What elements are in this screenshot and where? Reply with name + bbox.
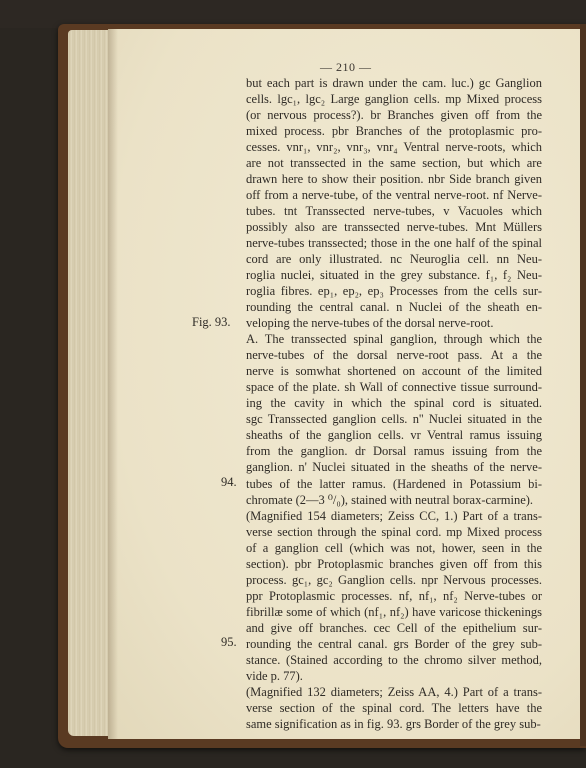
text-line: stance. (Stained according to the chromo silver method, [246, 652, 542, 667]
text-line: (or nervous process?). br Branches given off from the [246, 108, 542, 123]
text-line: cesses. vnr₁, vnr₂, vnr₃, vnr₄ Ventral nerve-roots, which [246, 140, 542, 155]
text-line: (Magnified 154 diameters; Zeiss CC, 1.) Part of a trans- [246, 508, 542, 523]
gutter-shadow [108, 29, 118, 739]
text-line: section). pbr Protoplasmic branches given off from this [246, 556, 542, 571]
text-line: A. The transsected spinal ganglion, through which the [246, 332, 542, 347]
text-line: tubes. tnt Transsected nerve-tubes, v Vacuoles which [246, 204, 542, 219]
text-line: of a ganglion cell (which was not, hower, seen in the [246, 540, 542, 555]
text-line: from the ganglion. dr Dorsal ramus issuing from the [246, 444, 542, 459]
text-line: verse section of the spinal cord. The letters have the [246, 700, 542, 715]
text-line: vide p. 77). [246, 668, 303, 683]
text-line: nerve-tubes of the dorsal nerve-root pass. At a the [246, 348, 542, 363]
figure-label-94: 94. [221, 475, 237, 489]
text-line: sgc Transsected ganglion cells. n'' Nuclei situated in the [246, 412, 542, 427]
text-line: roglia fibres. ep₁, ep₂, ep₃ Processes from the cells sur- [246, 284, 542, 299]
text-line: mixed process. pbr Branches of the protoplasmic pro- [246, 124, 542, 139]
text-line: drawn here to show their position. nbr Side branch given [246, 172, 542, 187]
text-line: same signification as in fig. 93. grs Border of the grey sub- [246, 716, 541, 731]
text-line: (Magnified 132 diameters; Zeiss AA, 4.) Part of a trans- [246, 684, 542, 699]
cover-edge [580, 24, 586, 746]
text-line: space of the plate. sh Wall of connective tissue surround- [246, 380, 542, 395]
text-line: rounding the central canal. n Nuclei of the sheath en- [246, 300, 542, 315]
text-line: veloping the nerve-tubes of the dorsal nerve-root. [246, 316, 494, 331]
text-line: fibrillæ some of which (nf₁, nf₂) have varicose thickenings [246, 604, 542, 619]
text-line: ing the cavity in which the spinal cord is situated. [246, 396, 542, 411]
text-line: ppr Protoplasmic processes. nf, nf₁, nf₂ Nerve-tubes or [246, 588, 542, 603]
text-line: chromate (2—3 ⁰/₀), stained with neutral borax-carmine). [246, 492, 534, 507]
figure-label-95: 95. [221, 635, 237, 649]
page-number: — 210 — [320, 60, 372, 74]
figure-label-93: Fig. 93. [192, 315, 231, 329]
text-line: sheaths of the ganglion cells. vr Ventral ramus issuing [246, 428, 542, 443]
text-line: cord are only illustrated. nc Neuroglia cell. nn Neu- [246, 252, 542, 267]
text-line: and give off branches. cec Cell of the epithelium sur- [246, 620, 542, 635]
text-line: rounding the central canal. grs Border of the grey sub- [246, 636, 542, 651]
text-line: possibly also are transsected nerve-tubes. Mnt Müllers [246, 220, 542, 235]
text-line: off from a nerve-tube, of the ventral nerve-root. nf Nerve- [246, 188, 542, 203]
text-line: ganglion. n' Nuclei situated in the sheaths of the nerve- [246, 460, 542, 475]
text-line: nerve is somwhat shortened on account of the limited [246, 364, 542, 379]
text-line: are not transsected in the same section, but which are [246, 156, 542, 171]
text-line: verse section through the spinal cord. mp Mixed process [246, 524, 542, 539]
text-line: but each part is drawn under the cam. luc.) gc Ganglion [246, 76, 542, 90]
text-line: tubes of the latter ramus. (Hardened in Potassium bi- [246, 476, 542, 491]
text-line: roglia nuclei, situated in the grey substance. f₁, f₂ Neu- [246, 268, 542, 283]
page-edges [68, 30, 110, 736]
text-line: process. gc₁, gc₂ Ganglion cells. npr Nervous processes. [246, 572, 542, 587]
text-line: cells. lgc₁, lgc₂ Large ganglion cells. mp Mixed process [246, 92, 542, 107]
text-line: nerve-tubes transsected; those in the one half of the spinal [246, 236, 542, 251]
